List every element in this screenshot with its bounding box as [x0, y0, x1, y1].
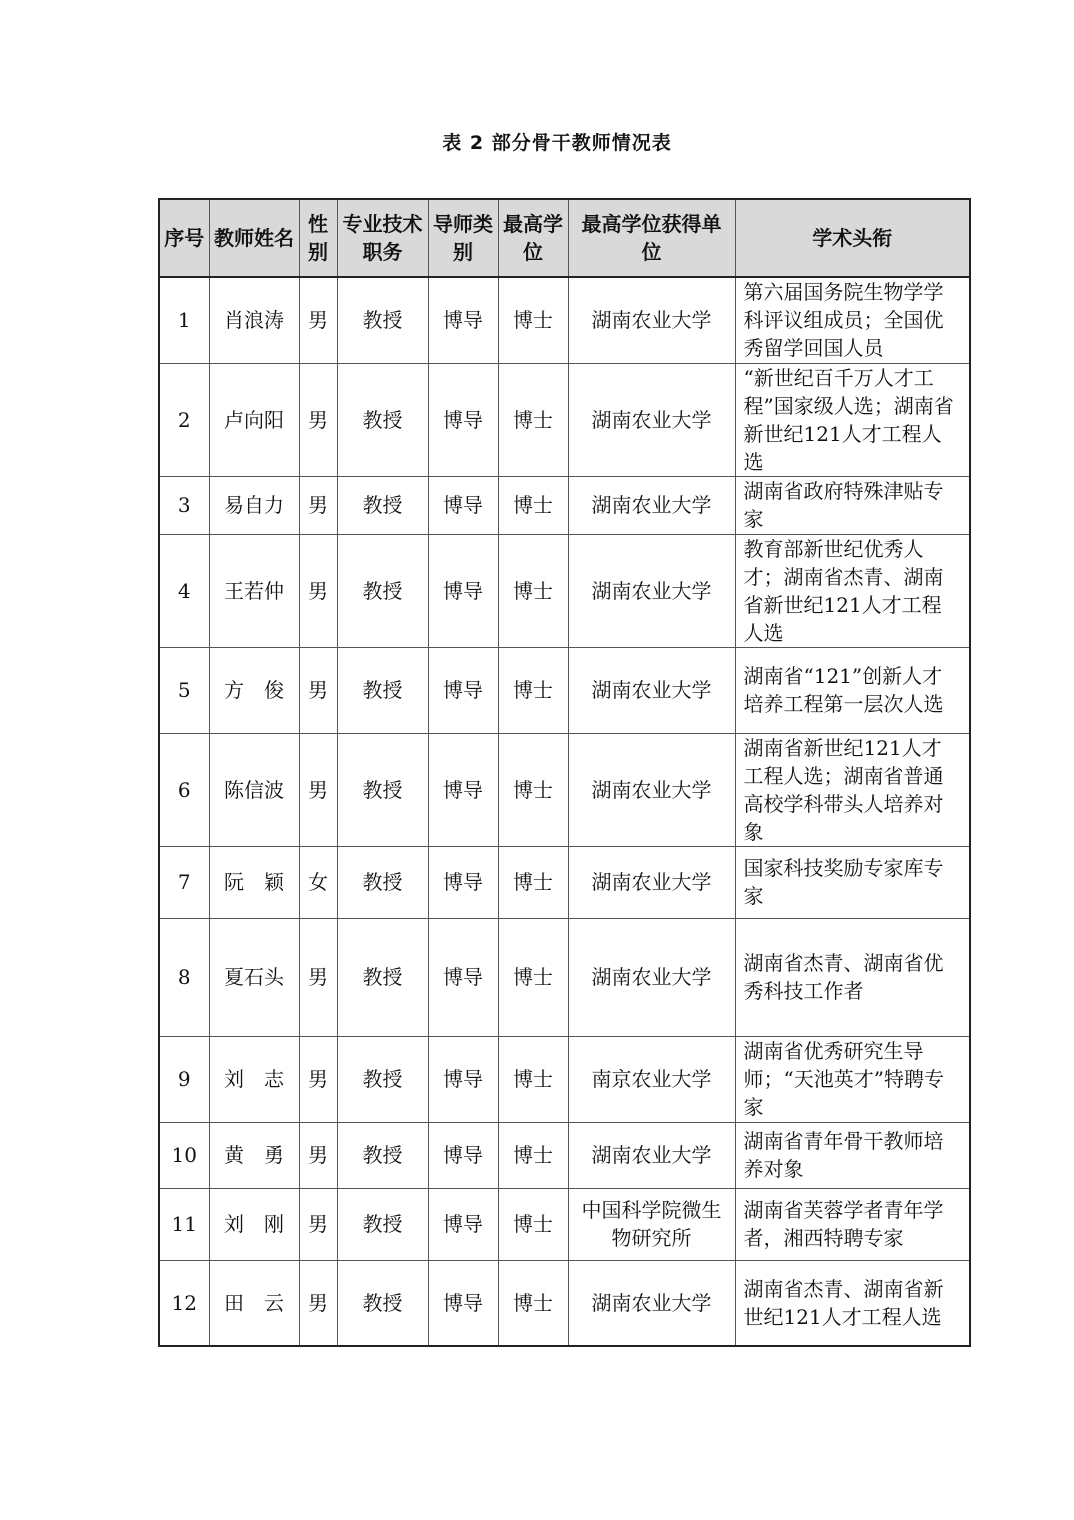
cell-name: 王若仲 — [209, 534, 299, 647]
cell-institution: 湖南农业大学 — [568, 647, 735, 733]
table-row — [159, 846, 970, 918]
cell-institution: 南京农业大学 — [568, 1036, 735, 1122]
table-row — [159, 1036, 970, 1122]
header-institution: 最高学位获得单位 — [568, 199, 735, 277]
table-row — [159, 918, 970, 1036]
cell-institution: 湖南农业大学 — [568, 363, 735, 476]
cell-gender: 男 — [299, 363, 337, 476]
cell-degree: 博士 — [498, 534, 568, 647]
cell-no: 12 — [159, 1260, 209, 1346]
teacher-table — [158, 198, 971, 1347]
cell-name: 方 俊 — [209, 647, 299, 733]
cell-degree: 博士 — [498, 1036, 568, 1122]
cell-degree: 博士 — [498, 846, 568, 918]
cell-honor: 教育部新世纪优秀人才；湖南省杰青、湖南省新世纪121人才工程人选 — [735, 534, 970, 647]
cell-supervisor: 博导 — [428, 846, 498, 918]
cell-degree: 博士 — [498, 647, 568, 733]
header-gender: 性别 — [299, 199, 337, 277]
header-row — [159, 199, 970, 277]
cell-name: 田 云 — [209, 1260, 299, 1346]
header-supervisor: 导师类别 — [428, 199, 498, 277]
cell-institution: 中国科学院微生物研究所 — [568, 1188, 735, 1260]
cell-name: 易自力 — [209, 476, 299, 534]
cell-honor: 湖南省杰青、湖南省新世纪121人才工程人选 — [735, 1260, 970, 1346]
table-row — [159, 277, 970, 363]
table-row — [159, 1188, 970, 1260]
cell-degree: 博士 — [498, 1188, 568, 1260]
cell-title: 教授 — [337, 1122, 428, 1188]
cell-institution: 湖南农业大学 — [568, 1122, 735, 1188]
cell-honor: “新世纪百千万人才工程”国家级人选；湖南省新世纪121人才工程人选 — [735, 363, 970, 476]
cell-institution: 湖南农业大学 — [568, 918, 735, 1036]
cell-title: 教授 — [337, 277, 428, 363]
cell-honor: 湖南省“121”创新人才培养工程第一层次人选 — [735, 647, 970, 733]
cell-title: 教授 — [337, 1036, 428, 1122]
cell-supervisor: 博导 — [428, 733, 498, 846]
cell-institution: 湖南农业大学 — [568, 476, 735, 534]
cell-degree: 博士 — [498, 363, 568, 476]
table-row — [159, 1122, 970, 1188]
cell-institution: 湖南农业大学 — [568, 846, 735, 918]
cell-name: 阮 颖 — [209, 846, 299, 918]
cell-degree: 博士 — [498, 1122, 568, 1188]
cell-honor: 湖南省青年骨干教师培养对象 — [735, 1122, 970, 1188]
cell-no: 10 — [159, 1122, 209, 1188]
cell-institution: 湖南农业大学 — [568, 1260, 735, 1346]
cell-gender: 男 — [299, 277, 337, 363]
header-title: 专业技术职务 — [337, 199, 428, 277]
header-no: 序号 — [159, 199, 209, 277]
cell-supervisor: 博导 — [428, 534, 498, 647]
cell-degree: 博士 — [498, 1260, 568, 1346]
cell-gender: 男 — [299, 534, 337, 647]
cell-title: 教授 — [337, 733, 428, 846]
cell-name: 夏石头 — [209, 918, 299, 1036]
cell-name: 黄 勇 — [209, 1122, 299, 1188]
cell-supervisor: 博导 — [428, 647, 498, 733]
cell-gender: 男 — [299, 476, 337, 534]
cell-name: 刘 志 — [209, 1036, 299, 1122]
cell-gender: 男 — [299, 647, 337, 733]
cell-no: 1 — [159, 277, 209, 363]
cell-honor: 湖南省优秀研究生导师；“天池英才”特聘专家 — [735, 1036, 970, 1122]
cell-honor: 国家科技奖励专家库专家 — [735, 846, 970, 918]
cell-supervisor: 博导 — [428, 918, 498, 1036]
table-row — [159, 1260, 970, 1346]
cell-degree: 博士 — [498, 277, 568, 363]
cell-name: 肖浪涛 — [209, 277, 299, 363]
cell-no: 5 — [159, 647, 209, 733]
cell-institution: 湖南农业大学 — [568, 277, 735, 363]
cell-supervisor: 博导 — [428, 363, 498, 476]
cell-no: 3 — [159, 476, 209, 534]
cell-supervisor: 博导 — [428, 476, 498, 534]
header-honor: 学术头衔 — [735, 199, 970, 277]
header-degree: 最高学位 — [498, 199, 568, 277]
cell-gender: 男 — [299, 1188, 337, 1260]
cell-no: 4 — [159, 534, 209, 647]
cell-gender: 男 — [299, 1122, 337, 1188]
table-row — [159, 733, 970, 846]
cell-gender: 男 — [299, 1036, 337, 1122]
header-name: 教师姓名 — [209, 199, 299, 277]
cell-institution: 湖南农业大学 — [568, 733, 735, 846]
cell-title: 教授 — [337, 534, 428, 647]
cell-name: 卢向阳 — [209, 363, 299, 476]
cell-no: 2 — [159, 363, 209, 476]
cell-title: 教授 — [337, 476, 428, 534]
cell-honor: 湖南省政府特殊津贴专家 — [735, 476, 970, 534]
cell-supervisor: 博导 — [428, 277, 498, 363]
table-row — [159, 363, 970, 476]
cell-supervisor: 博导 — [428, 1260, 498, 1346]
cell-title: 教授 — [337, 918, 428, 1036]
cell-degree: 博士 — [498, 918, 568, 1036]
cell-honor: 湖南省芙蓉学者青年学者，湘西特聘专家 — [735, 1188, 970, 1260]
cell-title: 教授 — [337, 846, 428, 918]
table-row — [159, 647, 970, 733]
cell-gender: 女 — [299, 846, 337, 918]
cell-gender: 男 — [299, 918, 337, 1036]
table-row — [159, 476, 970, 534]
cell-title: 教授 — [337, 647, 428, 733]
cell-honor: 湖南省杰青、湖南省优秀科技工作者 — [735, 918, 970, 1036]
cell-name: 刘 刚 — [209, 1188, 299, 1260]
cell-gender: 男 — [299, 1260, 337, 1346]
cell-name: 陈信波 — [209, 733, 299, 846]
cell-institution: 湖南农业大学 — [568, 534, 735, 647]
cell-degree: 博士 — [498, 733, 568, 846]
cell-title: 教授 — [337, 1260, 428, 1346]
table-row — [159, 534, 970, 647]
cell-title: 教授 — [337, 363, 428, 476]
cell-no: 6 — [159, 733, 209, 846]
cell-title: 教授 — [337, 1188, 428, 1260]
cell-gender: 男 — [299, 733, 337, 846]
cell-honor: 第六届国务院生物学学科评议组成员；全国优秀留学回国人员 — [735, 277, 970, 363]
cell-supervisor: 博导 — [428, 1122, 498, 1188]
cell-honor: 湖南省新世纪121人才工程人选；湖南省普通高校学科带头人培养对象 — [735, 733, 970, 846]
cell-supervisor: 博导 — [428, 1036, 498, 1122]
cell-degree: 博士 — [498, 476, 568, 534]
cell-no: 7 — [159, 846, 209, 918]
cell-no: 8 — [159, 918, 209, 1036]
cell-supervisor: 博导 — [428, 1188, 498, 1260]
table-title: 表 2 部分骨干教师情况表 — [442, 132, 672, 154]
cell-no: 11 — [159, 1188, 209, 1260]
cell-no: 9 — [159, 1036, 209, 1122]
